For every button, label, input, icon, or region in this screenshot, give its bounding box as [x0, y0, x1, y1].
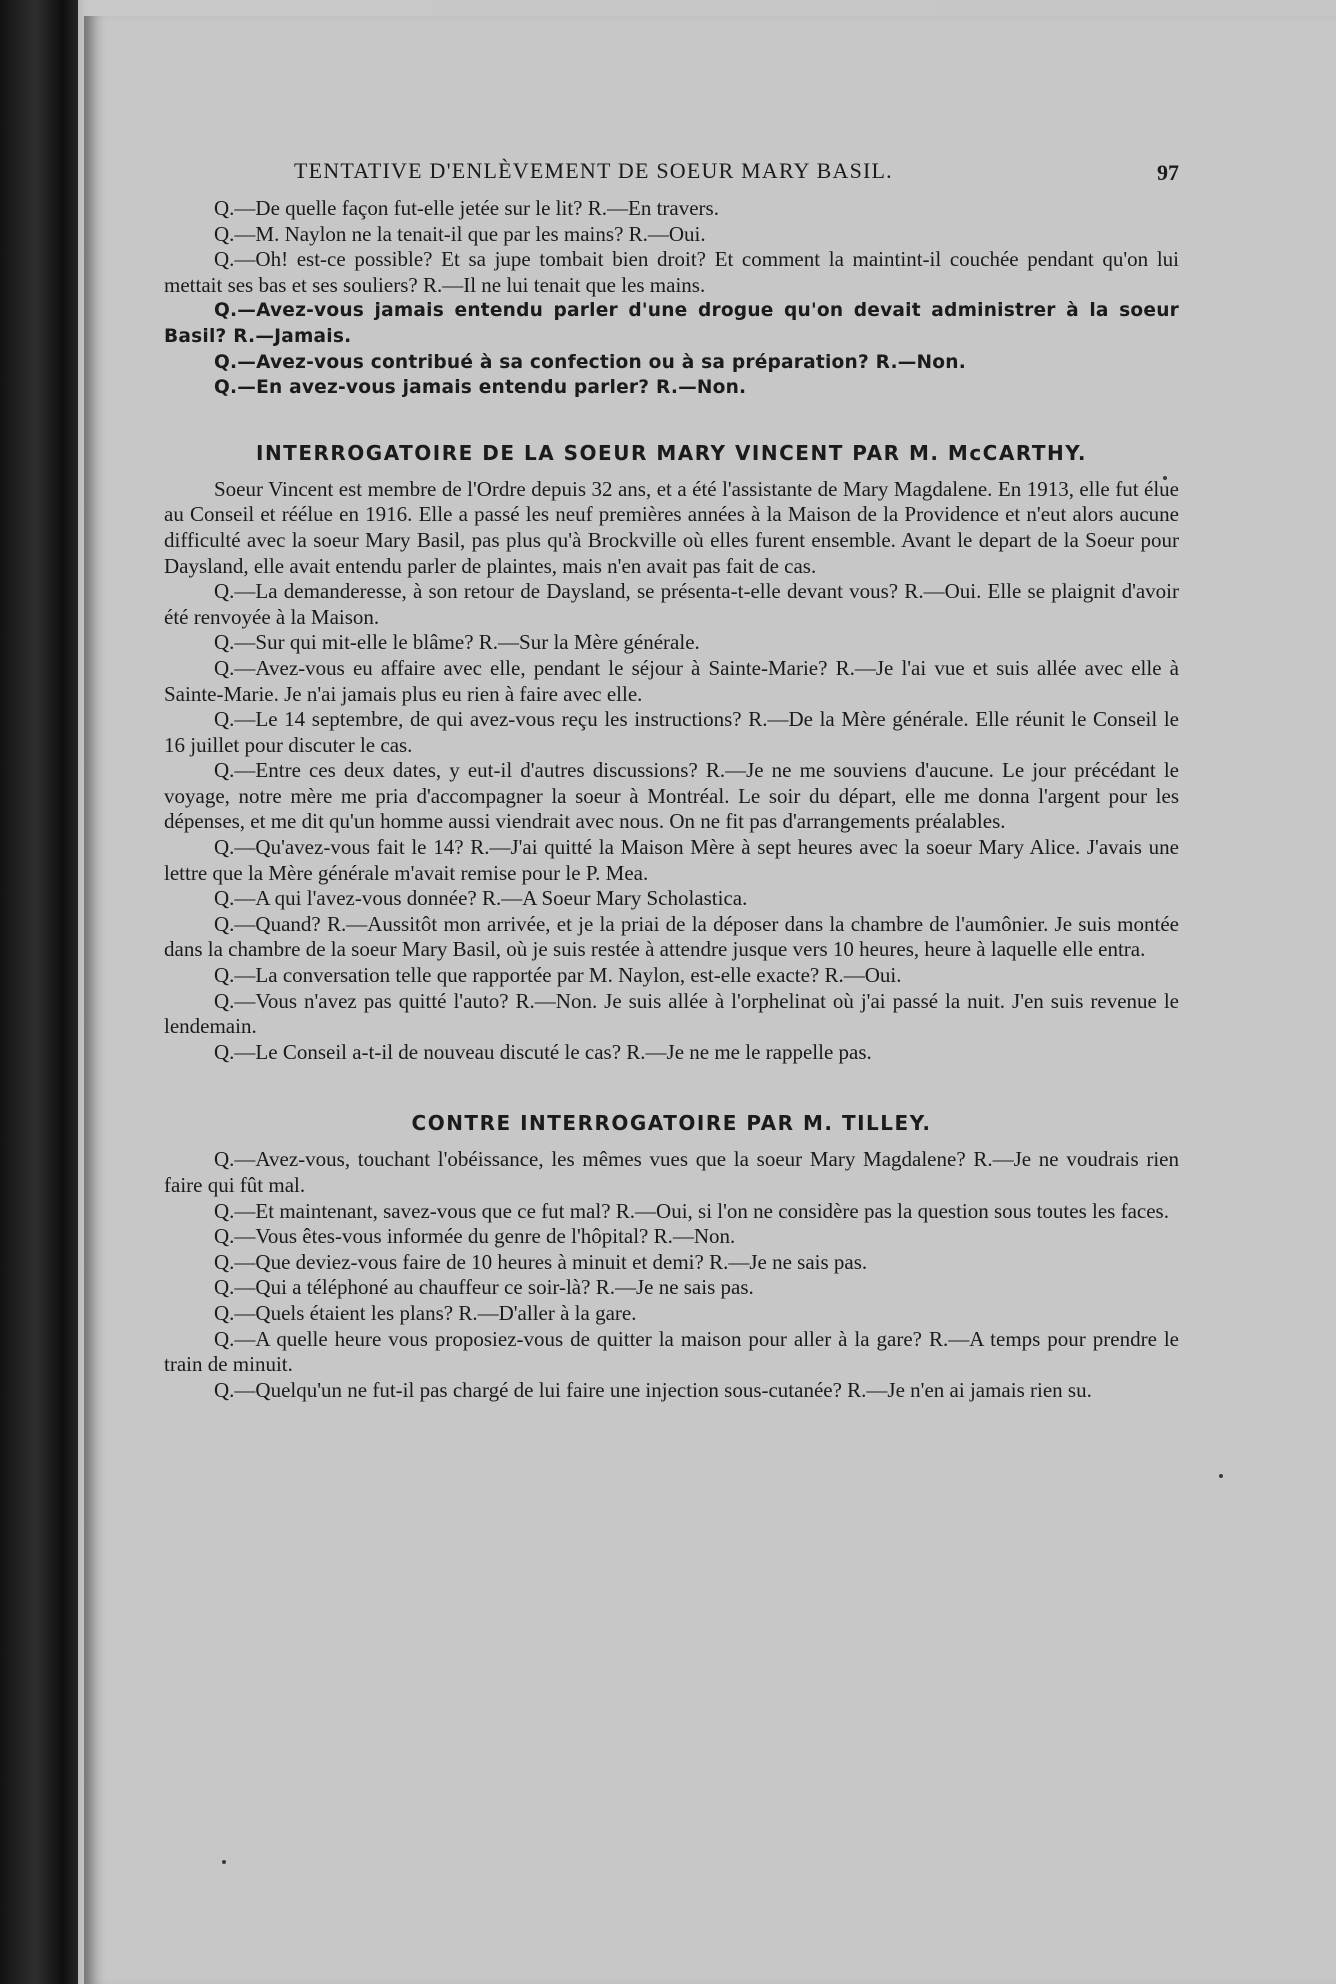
qa-paragraph: Q.—De quelle façon fut-elle jetée sur le lit? R.—En travers. [214, 196, 719, 220]
qa-paragraph: Q.—Avez-vous, touchant l'obéissance, les mêmes vues que la soeur Mary Magdalene? R.—Je ne voudrais rien faire qui fût mal. [164, 1147, 1179, 1197]
ink-speck [222, 1860, 226, 1864]
qa-paragraph: Q.—Vous êtes-vous informée du genre de l'hôpital? R.—Non. [214, 1224, 736, 1249]
qa-paragraph: Q.—Quelqu'un ne fut-il pas chargé de lui faire une injection sous-cutanée? R.—Je n'en ai jamais rien su. [214, 1377, 1092, 1402]
section-heading-contre-interrogatoire: CONTRE INTERROGATOIRE PAR M. TILLEY. [411, 1111, 932, 1136]
qa-paragraph: Q.—Avez-vous eu affaire avec elle, pendant le séjour à Sainte-Marie? R.—Je l'ai vue et suis allée avec elle à Sainte-Marie. Je n'ai jamais plus eu rien à faire avec elle. [164, 655, 1179, 706]
book-binding-edge [0, 0, 78, 1984]
qa-paragraph: Q.—Sur qui mit-elle le blâme? R.—Sur la Mère générale. [214, 630, 700, 655]
qa-paragraph: Q.—Qu'avez-vous fait le 14? R.—J'ai quitté la Maison Mère à sept heures avec la soeur Mary Alice. J'avais une lettre que la Mère générale m'avait remise pour le P. Mea. [164, 835, 1179, 885]
qa-paragraph: Q.—Que deviez-vous faire de 10 heures à minuit et demi? R.—Je ne sais pas. [214, 1249, 868, 1274]
qa-paragraph-bold: Q.—Avez-vous contribué à sa confection ou à sa préparation? R.—Non. [214, 351, 966, 373]
qa-paragraph: Q.—Et maintenant, savez-vous que ce fut mal? R.—Oui, si l'on ne considère pas la question sous toutes les faces. [214, 1198, 1169, 1223]
qa-paragraph: Q.—La conversation telle que rapportée par M. Naylon, est-elle exacte? R.—Oui. [214, 963, 902, 988]
qa-paragraph-bold: Q.—En avez-vous jamais entendu parler? R.—Non. [214, 377, 747, 399]
qa-paragraph: Q.—Entre ces deux dates, y eut-il d'autres discussions? R.—Je ne me souviens d'aucune. Le jour précédant le voyage, notre mère me pria d'accompagner la soeur à Montréal. Le soir du départ, elle me donna l'argent pour les dépenses, et me dit qu'un homme aussi viendrait avec nous. On ne fit pas d'arrangements préalables. [164, 758, 1179, 834]
qa-paragraph: Q.—Oh! est-ce possible? Et sa jupe tombait bien droit? Et comment la maintint-il couchée pendant qu'on lui mettait ses bas et ses souliers? R.—Il ne lui tenait que les mains. [164, 247, 1179, 297]
section-paragraph: Soeur Vincent est membre de l'Ordre depuis 32 ans, et a été l'assistante de Mary Magdalene. En 1913, elle fut élue au Conseil et réélue en 1916. Elle a passé les neuf premières années à la Maison de la Providence et n'eut alors aucune difficulté avec la soeur Mary Basil, pas plus qu'à Brockville où elles furent ensemble. Avant le depart de la Soeur pour Daysland, elle avait entendu parler de plaintes, mais n'en avait pas fait de cas. [164, 476, 1179, 578]
page-content [164, 150, 1179, 1403]
qa-paragraph: Q.—Le 14 septembre, de qui avez-vous reçu les instructions? R.—De la Mère générale. Elle réunit le Conseil le 16 juillet pour discuter le cas. [164, 707, 1179, 757]
qa-paragraph: Q.—Le Conseil a-t-il de nouveau discuté le cas? R.—Je ne me le rappelle pas. [214, 1039, 872, 1064]
qa-paragraph: Q.—M. Naylon ne la tenait-il que par les mains? R.—Oui. [214, 221, 706, 246]
qa-paragraph: Q.—Qui a téléphoné au chauffeur ce soir-là? R.—Je ne sais pas. [214, 1275, 754, 1300]
section-heading-interrogatoire: INTERROGATOIRE DE LA SOEUR MARY VINCENT PAR M. McCARTHY. [256, 440, 1087, 465]
ink-speck [1219, 1474, 1223, 1478]
qa-paragraph: Q.—Quels étaient les plans? R.—D'aller à la gare. [214, 1300, 637, 1325]
qa-paragraph: Q.—Vous n'avez pas quitté l'auto? R.—Non. Je suis allée à l'orphelinat où j'ai passé la nuit. J'en suis revenue le lendemain. [164, 988, 1179, 1039]
running-title: TENTATIVE D'ENLÈVEMENT DE SOEUR MARY BASIL. [294, 158, 893, 183]
running-header [164, 150, 1179, 190]
qa-paragraph: Q.—A quelle heure vous proposiez-vous de quitter la maison pour aller à la gare? R.—A temps pour prendre le train de minuit. [164, 1326, 1179, 1377]
qa-paragraph: Q.—La demanderesse, à son retour de Daysland, se présenta-t-elle devant vous? R.—Oui. Elle se plaignit d'avoir été renvoyée à la Maison. [164, 579, 1179, 629]
qa-paragraph: Q.—A qui l'avez-vous donnée? R.—A Soeur Mary Scholastica. [214, 886, 748, 911]
qa-paragraph-bold: Q.—Avez-vous jamais entendu parler d'une drogue qu'on devait administrer à la soeur Basil? R.—Jamais. [164, 300, 1179, 347]
qa-paragraph: Q.—Quand? R.—Aussitôt mon arrivée, et je la priai de la déposer dans la chambre de l'aumônier. Je suis montée dans la chambre de la soeur Mary Basil, où je suis restée à attendre jusque vers 10 heures, heure à laquelle elle entra. [164, 911, 1179, 962]
page-number: 97 [1157, 160, 1179, 185]
